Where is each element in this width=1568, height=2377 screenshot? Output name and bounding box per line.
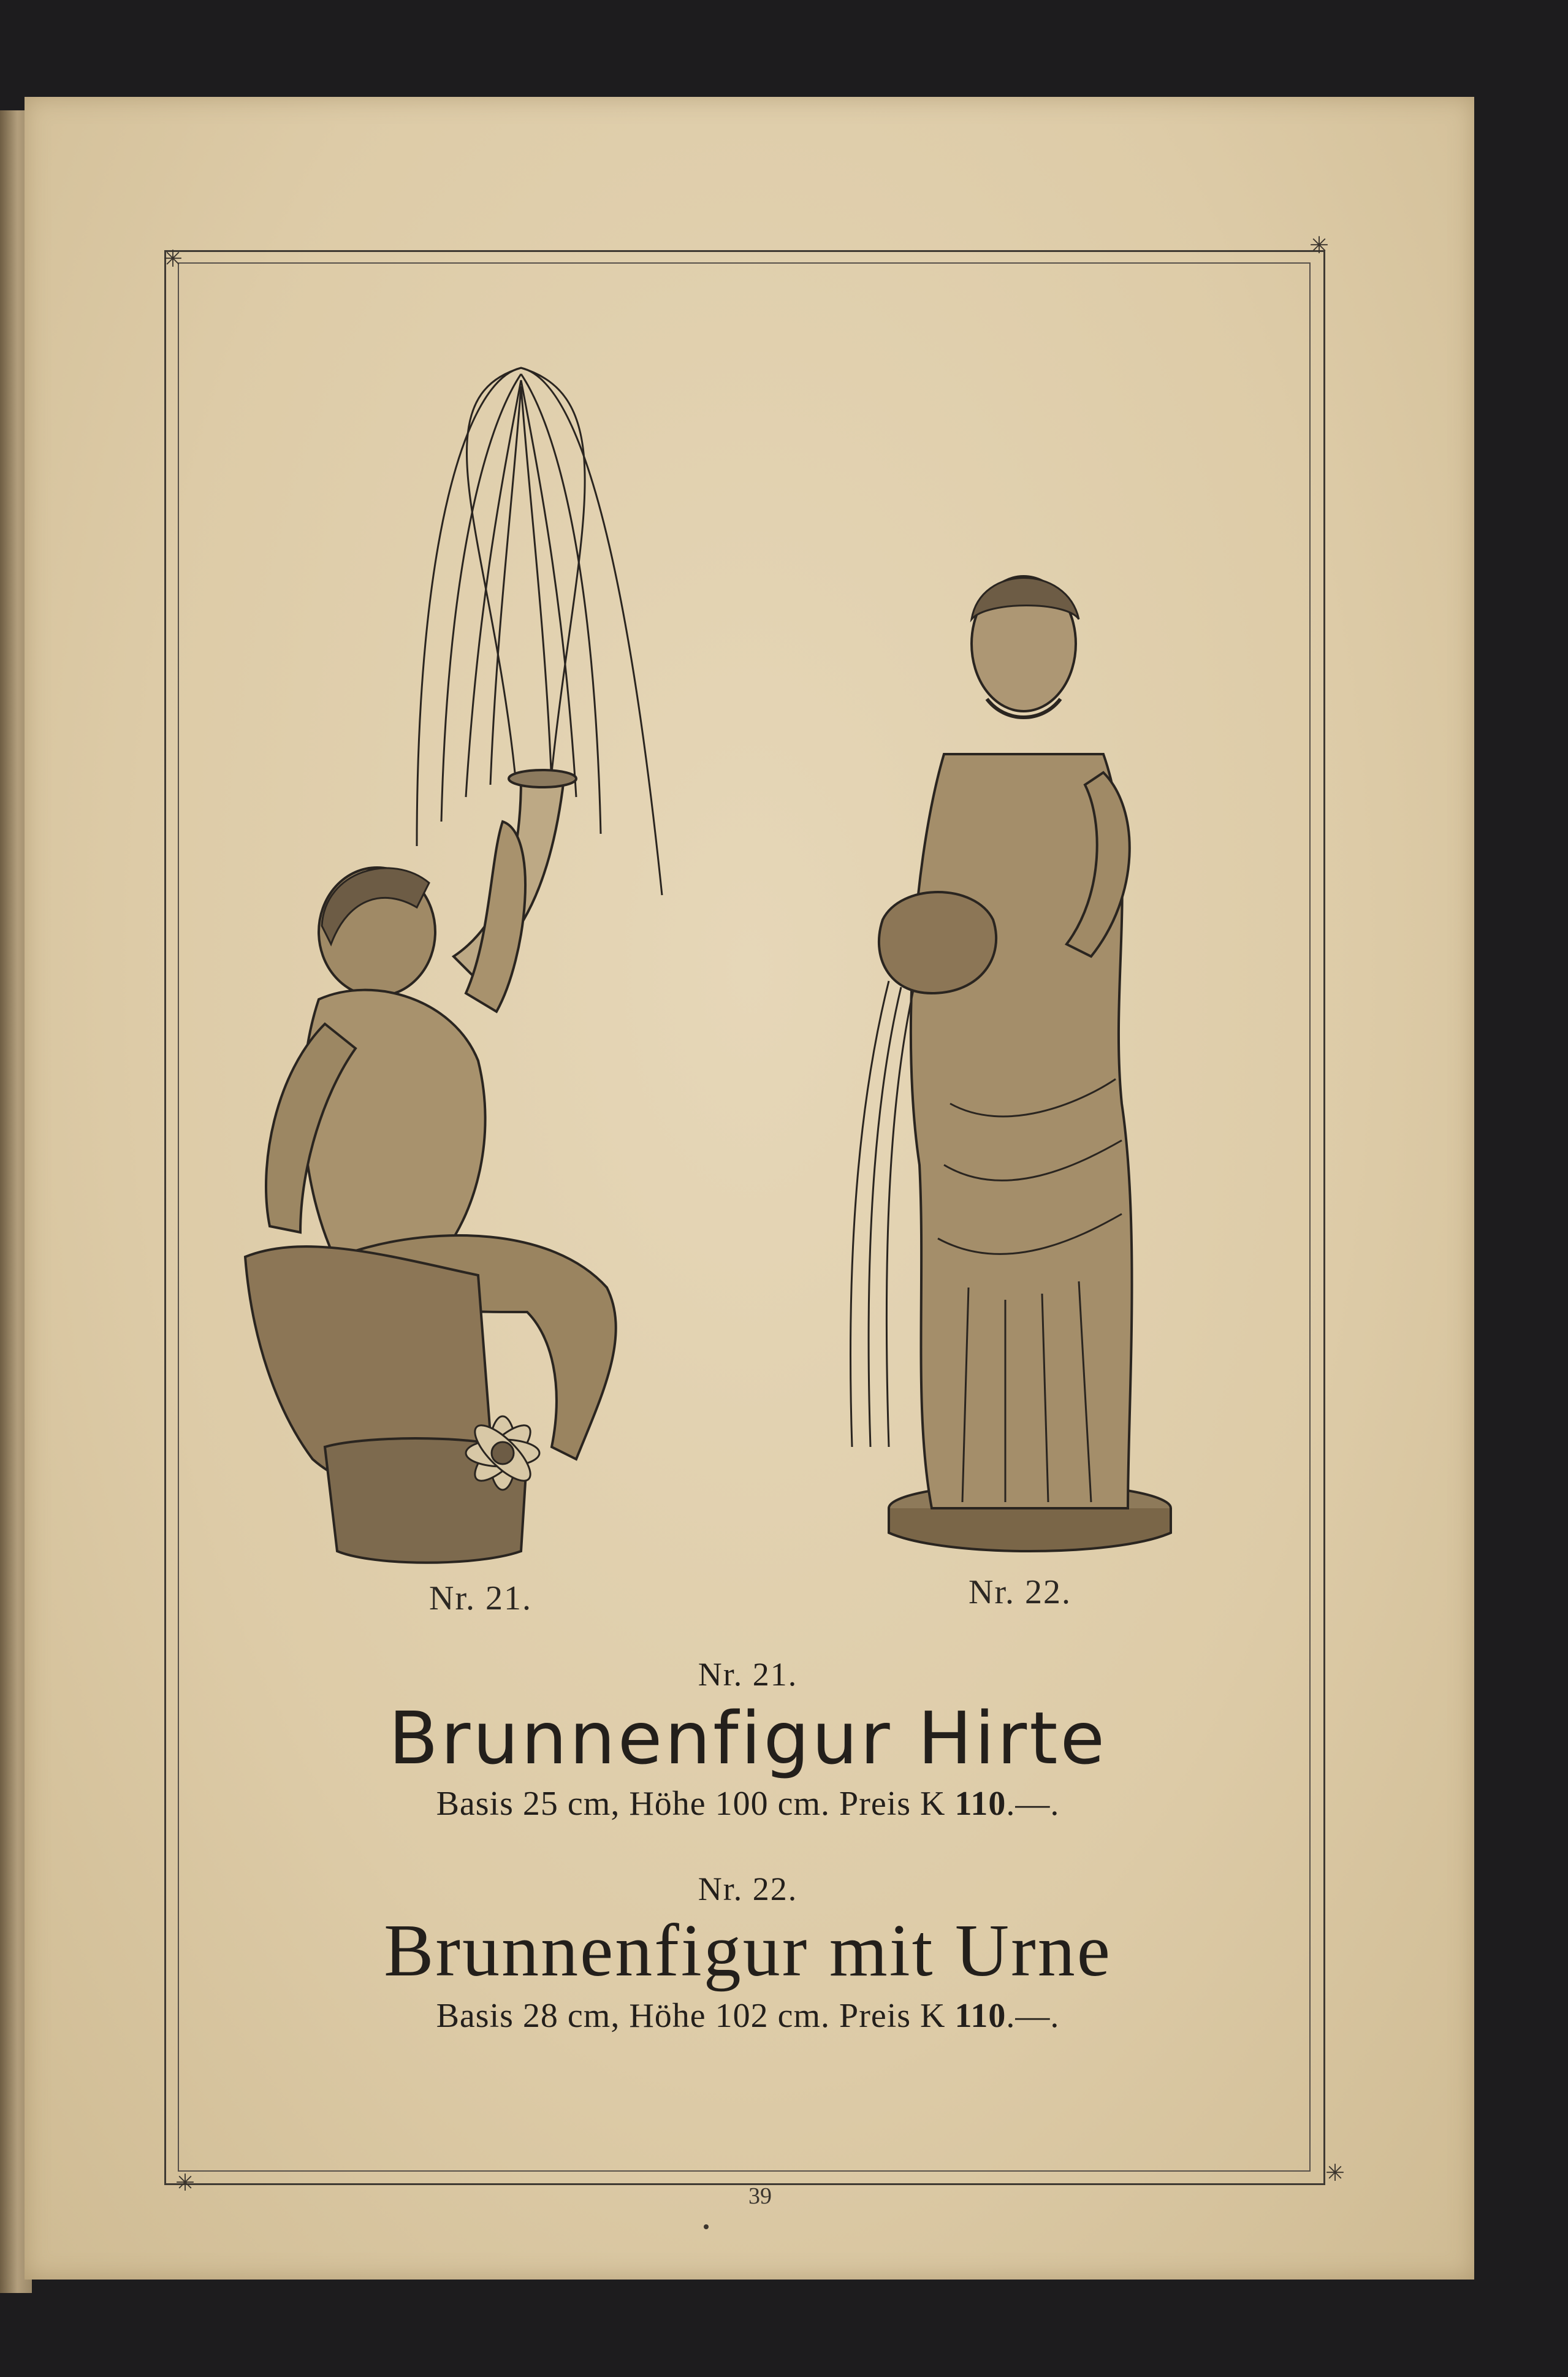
shepherd-fountain-figure: [233, 356, 711, 1576]
product-entry-22: [184, 1870, 1312, 2036]
product-description: [184, 1996, 1312, 2036]
corner-ornament-icon: ✳: [175, 2169, 195, 2196]
ink-dot: [704, 2224, 709, 2229]
product-entry-21: [184, 1655, 1312, 1823]
corner-ornament-icon: ✳: [1325, 2159, 1345, 2186]
price-suffix: .—.: [1006, 1785, 1060, 1823]
product-number: Nr. 22.: [698, 1871, 798, 1907]
figure-caption-left: Nr. 21.: [429, 1579, 532, 1617]
product-title: Brunnenfigur Hirte: [388, 1696, 1108, 1780]
product-price: 110: [954, 1997, 1007, 2035]
product-price: 110: [954, 1785, 1007, 1823]
corner-ornament-icon: ✳: [163, 245, 183, 272]
figure-caption-right: Nr. 22.: [969, 1573, 1071, 1611]
corner-ornament-icon: ✳: [1309, 232, 1329, 259]
page-number: 39: [748, 2183, 772, 2209]
product-number: Nr. 21.: [698, 1656, 798, 1693]
price-suffix: .—.: [1006, 1997, 1060, 2035]
urn-maiden-fountain-figure: [821, 552, 1214, 1557]
product-description: [184, 1784, 1312, 1823]
product-dimensions: Basis 25 cm, Höhe 100 cm. Preis K: [436, 1785, 946, 1823]
product-dimensions: Basis 28 cm, Höhe 102 cm. Preis K: [436, 1997, 946, 2035]
product-title: Brunnenfigur mit Urne: [384, 1909, 1112, 1992]
